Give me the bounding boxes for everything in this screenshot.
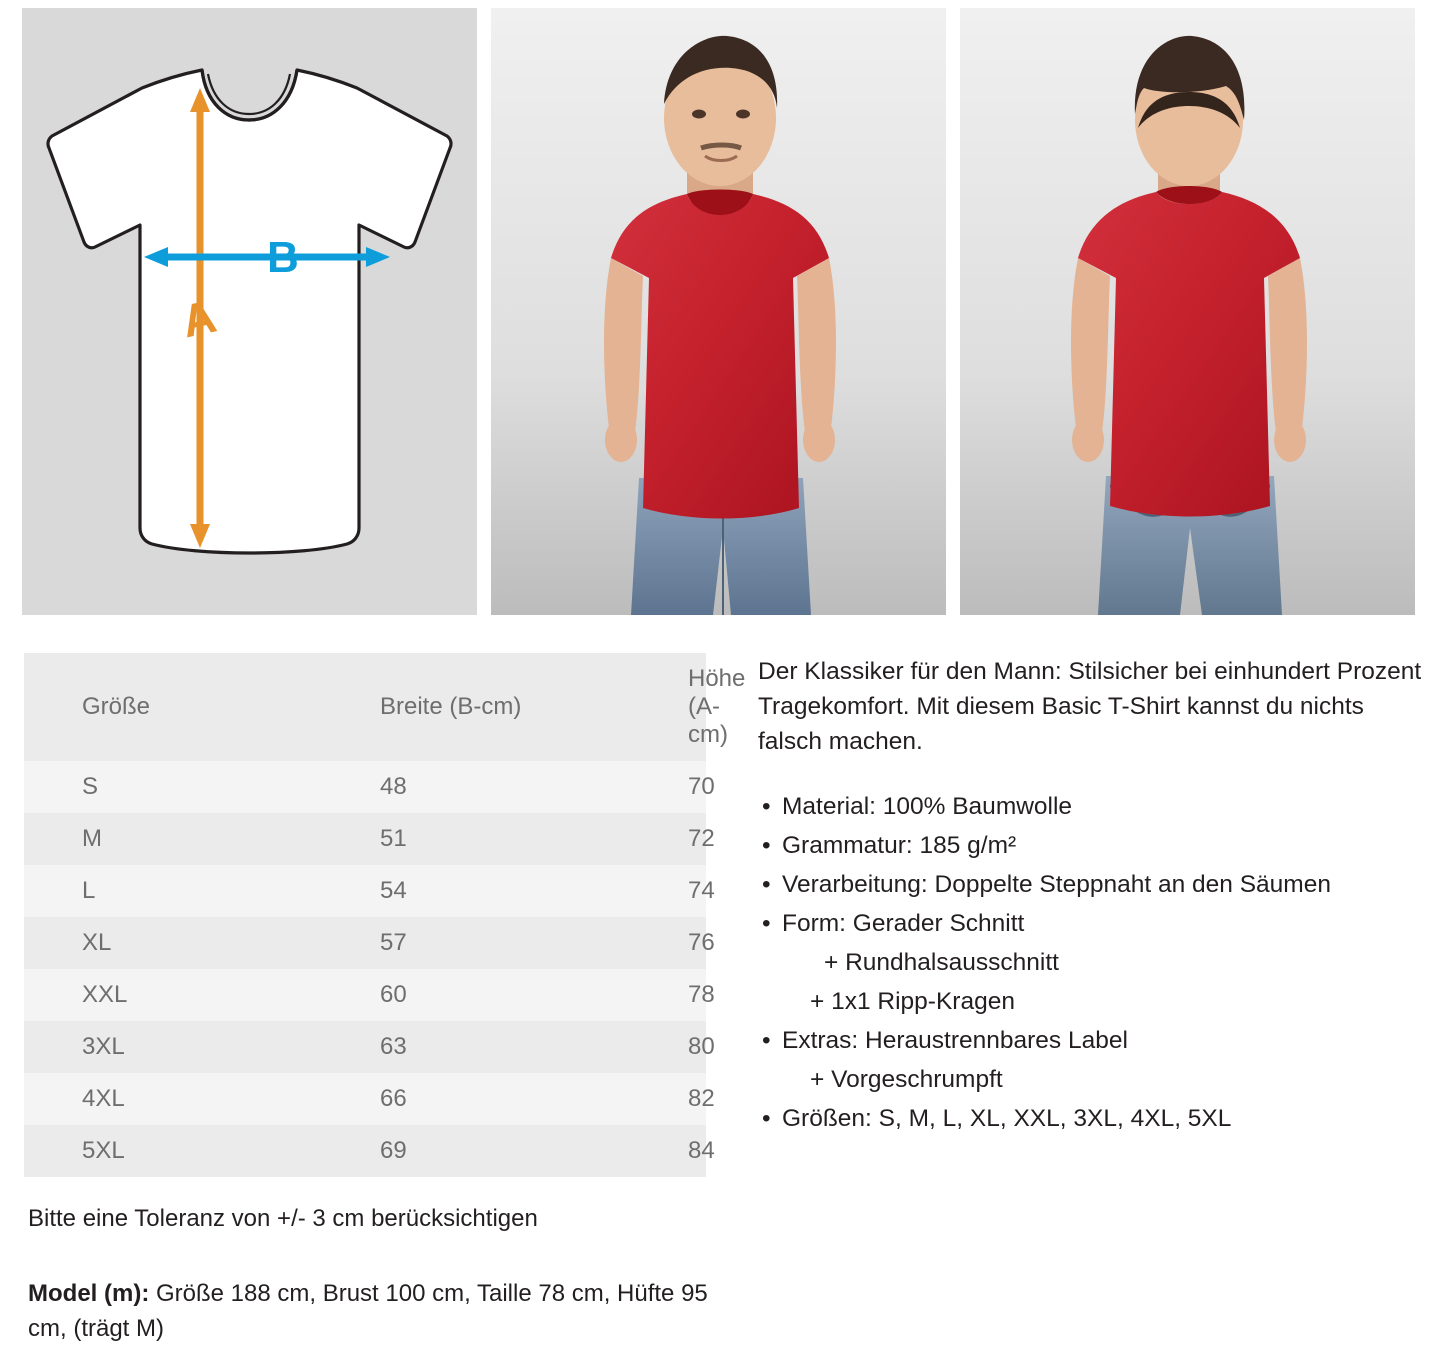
table-row <box>24 865 706 917</box>
cell-size: 3XL <box>82 1033 125 1060</box>
cell-width: 69 <box>380 1137 407 1164</box>
table-row <box>24 1021 706 1073</box>
size-diagram-panel <box>22 8 477 615</box>
feature-extras: • Extras: Heraustrennbares Label <box>758 1023 1425 1059</box>
tshirt-diagram-svg <box>22 8 477 615</box>
feature-material: • Material: 100% Baumwolle <box>758 789 1425 825</box>
cell-height: 80 <box>688 1033 715 1060</box>
feature-weight: • Grammatur: 185 g/m² <box>758 828 1425 864</box>
cell-width: 48 <box>380 773 407 800</box>
size-table <box>24 653 746 1177</box>
cell-width: 57 <box>380 929 407 956</box>
cell-size: S <box>82 773 99 800</box>
cell-height: 78 <box>688 981 715 1008</box>
cell-height: 84 <box>688 1137 715 1164</box>
cell-width: 51 <box>380 825 407 852</box>
product-image-row <box>0 0 1445 615</box>
cell-width: 63 <box>380 1033 407 1060</box>
cell-size: 4XL <box>82 1085 125 1112</box>
cell-width: 54 <box>380 877 407 904</box>
table-row <box>24 761 706 813</box>
model-front-photo <box>491 8 946 615</box>
feature-processing: • Verarbeitung: Doppelte Steppnaht an den Säumen <box>758 867 1425 903</box>
table-row <box>24 969 706 1021</box>
table-row <box>24 1125 706 1177</box>
header-height: Höhe (A-cm) <box>688 665 746 748</box>
table-row <box>24 917 706 969</box>
model-note-label: Model (m): <box>28 1280 150 1307</box>
feature-sizes: • Größen: S, M, L, XL, XXL, 3XL, 4XL, 5XL <box>758 1101 1425 1137</box>
model-note-text: Größe 188 cm, Brust 100 cm, Taille 78 cm, Hüfte 95 cm, (trägt M) <box>28 1280 708 1342</box>
cell-height: 70 <box>688 773 715 800</box>
model-back-photo <box>960 8 1415 615</box>
cell-size: L <box>82 877 96 904</box>
description-intro: Der Klassiker für den Mann: Stilsicher bei einhundert Prozent Tragekomfort. Mit diesem Basic T-Shirt kannst du nichts falsch machen. <box>758 658 1422 755</box>
cell-size: 5XL <box>82 1137 125 1164</box>
table-header-row <box>24 653 706 761</box>
size-table-body <box>24 761 715 1177</box>
description-column <box>730 653 1425 1347</box>
size-table-head <box>24 653 746 761</box>
size-table-column <box>24 653 746 1347</box>
header-size: Größe <box>82 693 151 720</box>
product-details <box>0 615 1445 1347</box>
table-row <box>24 813 706 865</box>
header-width: Breite (B-cm) <box>380 693 522 720</box>
cell-width: 60 <box>380 981 407 1008</box>
cell-width: 66 <box>380 1085 407 1112</box>
model-front-illustration <box>491 8 946 615</box>
cell-size: XXL <box>82 981 128 1008</box>
height-label: A <box>177 289 221 348</box>
table-row <box>24 1073 706 1125</box>
feature-list <box>758 789 1425 1137</box>
cell-height: 72 <box>688 825 715 852</box>
cell-height: 82 <box>688 1085 715 1112</box>
feature-shape-sub1: + Rundhalsausschnitt <box>824 949 1059 977</box>
width-label: B <box>267 233 299 282</box>
feature-extras-sub1: + Vorgeschrumpft <box>810 1066 1003 1094</box>
feature-shape: • Form: Gerader Schnitt <box>758 906 1425 942</box>
model-back-illustration <box>960 8 1415 615</box>
feature-shape-sub2: + 1x1 Ripp-Kragen <box>810 988 1015 1016</box>
cell-height: 76 <box>688 929 715 956</box>
cell-size: XL <box>82 929 112 956</box>
cell-size: M <box>82 825 102 852</box>
cell-height: 74 <box>688 877 715 904</box>
tolerance-note: Bitte eine Toleranz von +/- 3 cm berücksichtigen <box>28 1205 538 1232</box>
